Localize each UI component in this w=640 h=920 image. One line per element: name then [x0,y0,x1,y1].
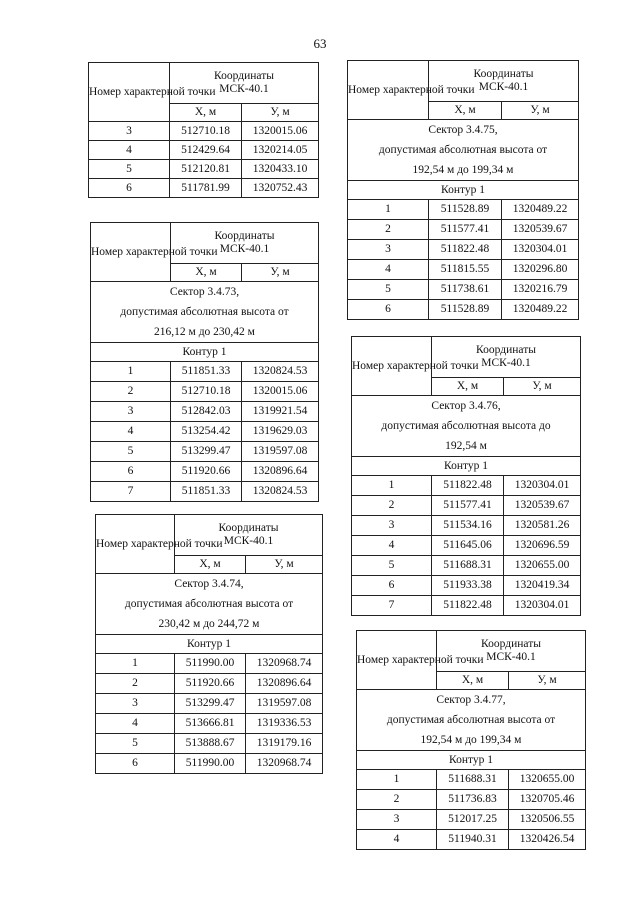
y-value: 1320968.74 [246,754,323,774]
y-value: 1320655.00 [509,770,586,790]
x-value: 511822.48 [432,596,504,616]
point-number: 3 [96,694,175,714]
table-row [357,810,586,830]
point-number: 5 [352,556,432,576]
table-row [96,714,323,734]
point-number: 6 [91,462,171,482]
coordinates-table-sector-3-4-77 [356,630,586,850]
y-value: 1320506.55 [509,810,586,830]
x-value: 513254.42 [171,422,242,442]
y-value: 1320214.05 [242,141,319,160]
table-row [348,220,579,240]
header-coordinates: Координаты МСК-40.1 [171,223,319,264]
point-number: 5 [89,160,170,179]
x-value: 511736.83 [437,790,509,810]
point-number: 1 [91,362,171,382]
y-value: 1320896.64 [246,674,323,694]
point-number: 1 [348,200,429,220]
point-number: 2 [96,674,175,694]
x-value: 512710.18 [171,382,242,402]
y-value: 1320419.34 [504,576,581,596]
y-value: 1320304.01 [504,476,581,496]
header-coordinates: Координаты МСК-40.1 [432,337,581,378]
table-row [91,402,319,422]
x-value: 511990.00 [175,754,246,774]
point-number: 4 [96,714,175,734]
x-value: 512842.03 [171,402,242,422]
point-number: 3 [352,516,432,536]
x-value: 512710.18 [170,122,242,141]
x-value: 511688.31 [437,770,509,790]
point-number: 1 [96,654,175,674]
header-y: У, м [242,264,319,282]
point-number: 1 [352,476,432,496]
y-value: 1320489.22 [502,300,579,320]
table-row [348,280,579,300]
point-number: 4 [89,141,170,160]
table-row [352,476,581,496]
x-value: 511990.00 [175,654,246,674]
y-value: 1319597.08 [246,694,323,714]
x-value: 513666.81 [175,714,246,734]
x-value: 511577.41 [429,220,502,240]
x-value: 511781.99 [170,179,242,198]
y-value: 1320015.06 [242,122,319,141]
table-row [352,516,581,536]
point-number: 3 [91,402,171,422]
x-value: 511688.31 [432,556,504,576]
point-number: 7 [91,482,171,502]
table-row [91,482,319,502]
x-value: 511822.48 [429,240,502,260]
header-point-number: Номер характерной точки [352,337,432,396]
y-value: 1320896.64 [242,462,319,482]
point-number: 6 [348,300,429,320]
y-value: 1320539.67 [502,220,579,240]
table-row [352,596,581,616]
header-x: X, м [437,672,509,690]
y-value: 1320752.43 [242,179,319,198]
table-row [352,556,581,576]
contour-label: Контур 1 [96,635,323,654]
table-row [348,260,579,280]
header-point-number: Номер характерной точки [89,63,170,122]
y-value: 1320705.46 [509,790,586,810]
table-row [96,734,323,754]
x-value: 511851.33 [171,482,242,502]
coordinates-table-sector-3-4-75 [347,60,579,320]
x-value: 512429.64 [170,141,242,160]
header-x: X, м [429,102,502,120]
y-value: 1320539.67 [504,496,581,516]
table-row [89,122,319,141]
point-number: 4 [357,830,437,850]
table-row [348,300,579,320]
table-row [348,200,579,220]
point-number: 6 [96,754,175,774]
x-value: 513888.67 [175,734,246,754]
point-number: 1 [357,770,437,790]
point-number: 6 [89,179,170,198]
y-value: 1320824.53 [242,482,319,502]
sector-title: Сектор 3.4.73, допустимая абсолютная высота от 216,12 м до 230,42 м [91,282,319,343]
x-value: 512120.81 [170,160,242,179]
y-value: 1320296.80 [502,260,579,280]
header-x: X, м [175,556,246,574]
sector-title: Сектор 3.4.75, допустимая абсолютная высота от 192,54 м до 199,34 м [348,120,579,181]
coordinates-table-sector-3-4-73 [90,222,319,502]
table-row [357,830,586,850]
table-row [96,654,323,674]
point-number: 6 [352,576,432,596]
y-value: 1320655.00 [504,556,581,576]
x-value: 511851.33 [171,362,242,382]
x-value: 511528.89 [429,300,502,320]
point-number: 3 [357,810,437,830]
point-number: 2 [352,496,432,516]
y-value: 1320433.10 [242,160,319,179]
header-x: X, м [170,104,242,122]
coordinates-table-sector-3-4-76 [351,336,581,616]
table-row [96,754,323,774]
point-number: 5 [96,734,175,754]
header-y: У, м [246,556,323,574]
x-value: 511577.41 [432,496,504,516]
y-value: 1319921.54 [242,402,319,422]
table-row [89,160,319,179]
page-number: 63 [313,36,327,51]
y-value: 1320824.53 [242,362,319,382]
table-row [348,240,579,260]
table-row [91,442,319,462]
header-x: X, м [171,264,242,282]
sector-title: Сектор 3.4.74, допустимая абсолютная высота от 230,42 м до 244,72 м [96,574,323,635]
x-value: 511534.16 [432,516,504,536]
y-value: 1319336.53 [246,714,323,734]
x-value: 511920.66 [171,462,242,482]
header-y: У, м [509,672,586,690]
x-value: 511933.38 [432,576,504,596]
coordinates-table-continuation [88,62,319,198]
x-value: 511822.48 [432,476,504,496]
table-row [91,382,319,402]
point-number: 4 [352,536,432,556]
header-y: У, м [504,378,581,396]
table-row [91,462,319,482]
header-x: X, м [432,378,504,396]
point-number: 3 [348,240,429,260]
point-number: 2 [91,382,171,402]
table-row [357,790,586,810]
x-value: 511645.06 [432,536,504,556]
sector-title: Сектор 3.4.76, допустимая абсолютная высота до 192,54 м [352,396,581,457]
point-number: 4 [91,422,171,442]
table-row [352,536,581,556]
table-row [89,179,319,198]
header-y: У, м [502,102,579,120]
table-row [352,496,581,516]
header-point-number: Номер характерной точки [91,223,171,282]
y-value: 1319629.03 [242,422,319,442]
x-value: 513299.47 [175,694,246,714]
table-row [352,576,581,596]
table-row [91,422,319,442]
table-row [96,694,323,714]
y-value: 1320216.79 [502,280,579,300]
contour-label: Контур 1 [91,343,319,362]
point-number: 2 [357,790,437,810]
sector-title: Сектор 3.4.77, допустимая абсолютная высота от 192,54 м до 199,34 м [357,690,586,751]
y-value: 1320696.59 [504,536,581,556]
y-value: 1320015.06 [242,382,319,402]
y-value: 1320968.74 [246,654,323,674]
header-point-number: Номер характерной точки [96,515,175,574]
point-number: 3 [89,122,170,141]
x-value: 511528.89 [429,200,502,220]
y-value: 1319597.08 [242,442,319,462]
y-value: 1320489.22 [502,200,579,220]
contour-label: Контур 1 [348,181,579,200]
table-row [96,674,323,694]
y-value: 1319179.16 [246,734,323,754]
coordinates-table-sector-3-4-74 [95,514,323,774]
point-number: 4 [348,260,429,280]
header-point-number: Номер характерной точки [348,61,429,120]
header-point-number: Номер характерной точки [357,631,437,690]
x-value: 511738.61 [429,280,502,300]
x-value: 511940.31 [437,830,509,850]
y-value: 1320304.01 [504,596,581,616]
table-row [89,141,319,160]
header-coordinates: Координаты МСК-40.1 [437,631,586,672]
x-value: 511815.55 [429,260,502,280]
x-value: 512017.25 [437,810,509,830]
contour-label: Контур 1 [357,751,586,770]
y-value: 1320304.01 [502,240,579,260]
table-row [91,362,319,382]
point-number: 5 [91,442,171,462]
table-row [357,770,586,790]
point-number: 7 [352,596,432,616]
x-value: 511920.66 [175,674,246,694]
header-coordinates: Координаты МСК-40.1 [429,61,579,102]
header-y: У, м [242,104,319,122]
header-coordinates: Координаты МСК-40.1 [170,63,319,104]
point-number: 5 [348,280,429,300]
y-value: 1320426.54 [509,830,586,850]
contour-label: Контур 1 [352,457,581,476]
header-coordinates: Координаты МСК-40.1 [175,515,323,556]
x-value: 513299.47 [171,442,242,462]
point-number: 2 [348,220,429,240]
y-value: 1320581.26 [504,516,581,536]
